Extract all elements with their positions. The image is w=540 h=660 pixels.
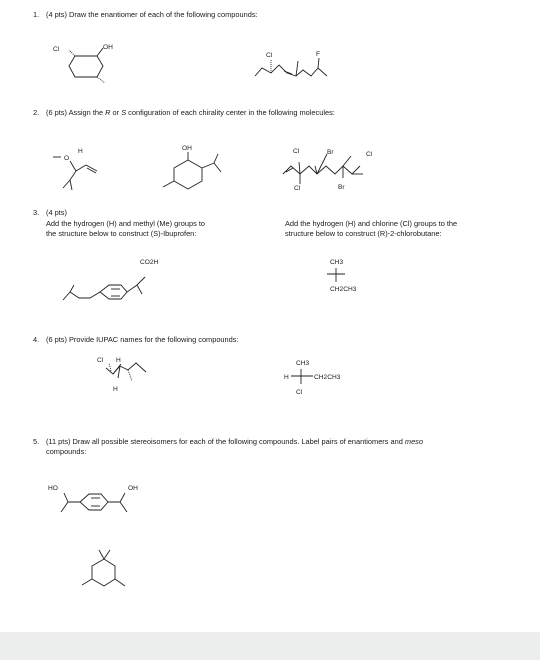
q2-ether-molecule [53,148,97,190]
chlorine-label: Cl [53,46,60,53]
question-number: 2. [33,108,40,117]
q5-cyclohexane-molecule [82,550,125,586]
chlorine-label: Cl [97,357,104,364]
q4-chloro-molecule [97,357,146,393]
bromine-label: Br [338,184,345,191]
hydrogen-label: H [284,374,289,381]
q3-left-instruction-2: the structure below to construct (S)-Ibuprofen: [46,229,197,238]
chlorine-label: Cl [293,148,300,155]
q5-diol-molecule [48,485,138,512]
chlorine-label: Cl [266,52,273,59]
q2-polyhalo-molecule [283,148,373,192]
carboxylic-acid-label: CO2H [140,259,159,266]
hydrogen-label: H [116,357,121,364]
cyclohexane-ring [69,56,103,77]
methyl-label: CH3 [296,360,310,367]
question-number: 4. [33,335,40,344]
ethyl-label: CH2CH3 [314,374,341,381]
cyclohexane-ring [92,559,115,586]
hydroxyl-label: OH [182,145,192,152]
question-text: (11 pts) Draw all possible stereoisomers for each of the following compounds. Label pairs of enantiomers and meso [46,437,423,446]
question-text: (6 pts) Provide IUPAC names for the following compounds: [46,335,239,344]
q2-cyclohexanol-molecule [163,145,221,189]
question-text: (4 pts) [46,208,67,217]
hydrogen-label: H [78,148,83,155]
question-number: 1. [33,10,40,19]
benzene-ring [80,494,108,510]
chlorine-label: Cl [296,389,303,396]
hydrogen-label: H [113,386,118,393]
question-number: 5. [33,437,40,446]
q3-left-instruction-1: Add the hydrogen (H) and methyl (Me) groups to [46,219,205,228]
hydroxyl-label: OH [128,485,138,492]
chlorine-label: Cl [294,185,301,192]
q4-fischer-molecule [284,360,341,396]
chlorine-label: Cl [366,151,373,158]
q1-acyclic-molecule [255,51,327,76]
question-text: (6 pts) Assign the R or S configuration of each chirality center in the following molecules: [46,108,335,117]
oxygen-label: O [64,155,70,162]
hydroxyl-label: OH [103,44,113,51]
question-number: 3. [33,208,40,217]
ethyl-label: CH2CH3 [330,286,357,293]
hydroxyl-label: HO [48,485,58,492]
q1-cyclohexane-molecule [53,44,113,83]
q3-ibuprofen-molecule [63,259,159,300]
q3-fischer-molecule [327,259,357,293]
question-text: (4 pts) Draw the enantiomer of each of the following compounds: [46,10,258,19]
q3-right-instruction-2: structure below to construct (R)-2-chlorobutane: [285,229,442,238]
bromine-label: Br [327,149,334,156]
cyclohexane-ring [174,160,202,189]
question-5-line-2: compounds: [46,447,87,456]
methyl-label: CH3 [330,259,344,266]
q3-right-instruction-1: Add the hydrogen (H) and chlorine (Cl) groups to the [285,219,458,228]
fluorine-label: F [316,51,321,58]
bottom-bar [0,632,540,660]
benzene-ring [100,285,127,299]
